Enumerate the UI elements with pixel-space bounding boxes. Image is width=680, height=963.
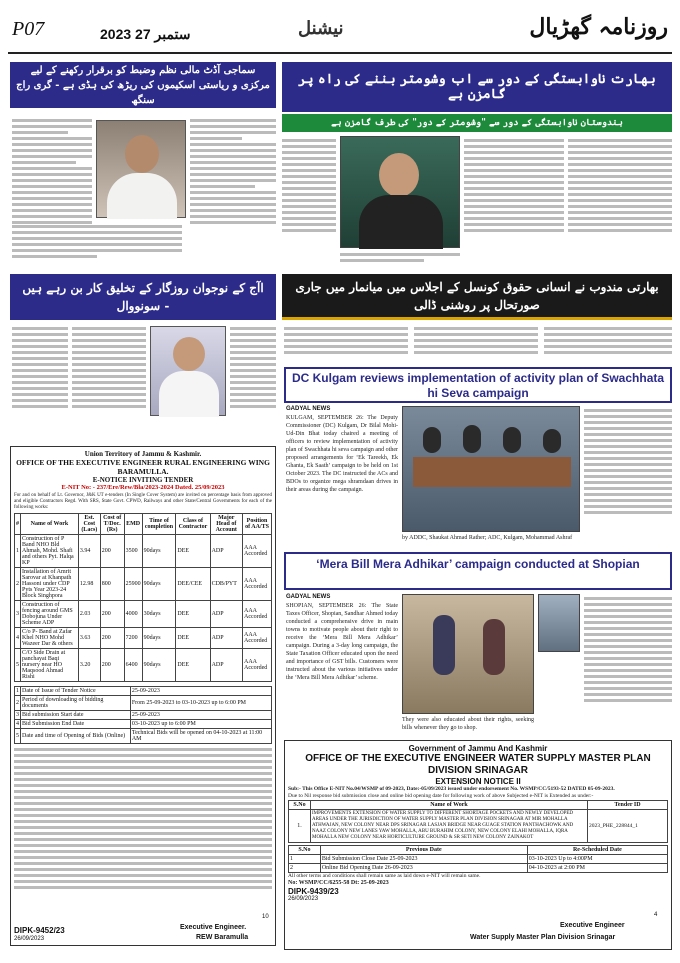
newspaper-title: روزنامہ گھڑیال bbox=[529, 14, 668, 40]
tender-left-notice: E-NOTICE INVITING TENDER bbox=[92, 476, 194, 484]
tender-right-no: No: WSMP/CC/6255-58 Dt: 25-09-2023 bbox=[288, 880, 389, 886]
tender-left-office: OFFICE OF THE EXECUTIVE ENGINEER RURAL ENGINEERING WING BARAMULLA. bbox=[16, 458, 270, 476]
schedule-row bbox=[289, 864, 668, 873]
work-description: IMPROVEMENTS EXTENSION OF WATER SUPPLY TO DIFFERENT SHORTAGE POCKETS AND NEWLY DEVELOPED AREAS UNDER THE JURISDICTION OF WATER SUPPLY MASTER PLAN DIVISION SRINAGAR AT MIR MOHALLA ATHWAJAN, NEW COLONY NEAR DPS SRINAGAR LASJAN BRIDGE NEAR GUAGE STATION PANTHACHOWK AND NAAZ COLONY NEW LANES YAW MOHALLA, ABU BURAHIM COLONY, NEW COLONY ELAHI MOHALLA, IQRA MOHALLA NEW COLONY NEAR HORTICULTURE GROUND & SR SETI NEW COLONY ZAINAKOT bbox=[311, 810, 588, 843]
story-kulgam-photo bbox=[402, 406, 580, 532]
story-myanmar-col3 bbox=[544, 324, 672, 364]
story-shopian-byline: GADYAL NEWS bbox=[286, 594, 331, 600]
table-row bbox=[15, 649, 272, 682]
table-cell: 200 bbox=[100, 535, 124, 568]
story-sonowal-col2 bbox=[72, 324, 146, 442]
table-cell: 1 bbox=[15, 535, 21, 568]
schedule-cell: Period of downloading of bidding documents bbox=[21, 696, 131, 711]
table-row bbox=[15, 628, 272, 649]
table-cell: Installation of Amrit Sarovar at Khanpath Hassoni under CDP Pyts Year 2023-24 Block Singhpora bbox=[21, 568, 79, 601]
tender-right-sched-header: Previous Date bbox=[320, 846, 527, 855]
table-cell: 3.20 bbox=[78, 649, 100, 682]
story-jaishankar-headline: بھارت ناوابستگی کے دور سے اب وشومتر بننے کی راہ پر گامزن ہے bbox=[282, 62, 672, 112]
tender-right-govt: Government of Jammu And Kashmir bbox=[408, 744, 548, 753]
story-giriraj-bottom bbox=[12, 222, 182, 270]
schedule-cell: Date of Issue of Tender Notice bbox=[21, 687, 131, 696]
tender-left-dipk: DIPK-9452/23 bbox=[14, 926, 65, 935]
tender-right-sub: Sub:- This Office E-NIT No.04/WSMP of 09-2023, Date:-05/09/2023 issued under endorsement No. WSMP/CC/5193-52 DATED 05-09-2023. bbox=[288, 786, 615, 792]
col-sno: S.No bbox=[289, 801, 311, 810]
table-cell: 4 bbox=[15, 628, 21, 649]
table-cell: 200 bbox=[100, 649, 124, 682]
story-giriraj-headline: سماجی آڈٹ مالی نظم وضبط کو برقرار رکھنے کے لیے مرکزی و ریاستی اسکیموں کی ریڑھ کی ہڈی ہے - گری راج سنگھ bbox=[10, 62, 276, 108]
table-cell: DEE bbox=[176, 601, 210, 628]
schedule-row bbox=[15, 696, 272, 711]
tender-right-sched-header: Re-Scheduled Date bbox=[527, 846, 667, 855]
table-cell: AAA Accorded bbox=[242, 535, 271, 568]
story-jaishankar-col2 bbox=[464, 136, 564, 268]
tender-left-col-header: Cost of T/Doc. (Rs) bbox=[100, 514, 124, 535]
schedule-cell: Online Bid Opening Date 26-09-2023 bbox=[320, 864, 527, 873]
schedule-cell: 5 bbox=[15, 729, 21, 744]
story-shopian-headline: ‘Mera Bill Mera Adhikar’ campaign conducted at Shopian bbox=[284, 552, 672, 590]
table-cell: ADP bbox=[210, 628, 242, 649]
schedule-row bbox=[289, 855, 668, 864]
table-cell: 2 bbox=[15, 568, 21, 601]
table-cell: 90days bbox=[142, 628, 176, 649]
tender-left-schedule bbox=[14, 686, 272, 744]
tender-right-due: Due to Nil response bid submission close and online bid opening date for following work of above Subjected e-NIT is Extended as under:- bbox=[288, 793, 594, 799]
tender-left-col-header: EMD bbox=[124, 514, 142, 535]
tender-right-page-note: 4 bbox=[654, 912, 658, 918]
tender-right-signature2: Water Supply Master Plan Division Srinagar bbox=[470, 934, 616, 941]
table-cell: 3.94 bbox=[78, 535, 100, 568]
story-shopian-photo2 bbox=[538, 594, 580, 652]
tender-right-work-table: S.No Name of Work Tender ID 1. IMPROVEMENTS EXTENSION OF WATER SUPPLY TO DIFFERENT SHORTAGE POCKETS AND NEWLY DEVELOPED AREAS UNDER THE JURISDICTION OF WATER SUPPLY MASTER PLAN DIVISION SRINAGAR AT MIR MOHALLA ATHWAJAN, NEW COLONY NEAR DPS SRINAGAR LASJAN BRIDGE NEAR GUAGE STATION PANTHACHOWK AND NAAZ COLONY NEW LANES YAW MOHALLA, ABU BURAHIM COLONY, NEW COLONY ELAHI MOHALLA, IQRA MOHALLA NEW COLONY NEAR HORTICULTURE GROUND & SR SETI NEW COLONY ZAINAKOT 2023_PHE_228844_1 bbox=[288, 800, 668, 843]
story-kulgam-headline: DC Kulgam reviews implementation of activity plan of Swachhata hi Seva campaign bbox=[284, 367, 672, 403]
story-myanmar-col1 bbox=[284, 324, 408, 364]
tender-left-signature2: REW Baramulla bbox=[196, 934, 249, 941]
tender-right-date: 26/09/2023 bbox=[288, 896, 319, 902]
tender-left-conditions bbox=[14, 748, 272, 889]
table-cell: AAA Accorded bbox=[242, 628, 271, 649]
schedule-cell: Bid submission Start date bbox=[21, 711, 131, 720]
table-cell: 7200 bbox=[124, 628, 142, 649]
tender-left-col-header: # bbox=[15, 514, 21, 535]
table-cell: 3 bbox=[15, 601, 21, 628]
schedule-cell: 1 bbox=[289, 855, 321, 864]
schedule-cell: Bid Submission Close Date 25-09-2023 bbox=[320, 855, 527, 864]
page-number: P07 bbox=[12, 18, 45, 40]
tender-id-value: 2023_PHE_228844_1 bbox=[588, 810, 668, 843]
table-cell: 6400 bbox=[124, 649, 142, 682]
tender-wsmp-srinagar bbox=[284, 740, 672, 950]
schedule-cell: 2 bbox=[15, 696, 21, 711]
tender-left-page-note: 10 bbox=[262, 914, 269, 920]
story-jaishankar-subhead: ہندوستان ناوابستگی کے دور سے "وشومتر کے دور" کی طرف گامزن ہے bbox=[282, 114, 672, 132]
table-cell: 3500 bbox=[124, 535, 142, 568]
story-jaishankar-col1 bbox=[282, 136, 336, 268]
schedule-cell: Date and time of Opening of Bids (Online) bbox=[21, 729, 131, 744]
story-kulgam-body: KULGAM, SEPTEMBER 26: The Deputy Commissioner (DC) Kulgam, Dr Bilal Mohi-Ud-Din Bhat today chaired a meeting of officers to review implementation of activity plan of Swachhata hi seva campaign and other proposed arrangements for ‘Ek Tareekh, Ek Ghanta, Ek Saath’ campaign to be held on 1st October 2023. The DC instructed the ACs and BDOs to organize mega shramdaan drives in their areas during the campaign. bbox=[286, 415, 398, 493]
schedule-cell: 03-10-2023 up to 6:00 PM bbox=[130, 720, 271, 729]
story-sonowal-headline: اآج کے نوجوان روزگار کے تخلیق کار بن رہے ہیں - سونووال bbox=[10, 274, 276, 320]
table-cell: 200 bbox=[100, 601, 124, 628]
table-row bbox=[15, 601, 272, 628]
issue-date: 2023 ستمبر 27 bbox=[100, 26, 191, 42]
story-jaishankar-col3 bbox=[568, 136, 672, 268]
table-cell: 12.98 bbox=[78, 568, 100, 601]
story-jaishankar-photo bbox=[340, 136, 460, 248]
story-shopian-caption: They were also educated about their rights, seeking bills whenever they go to shop. bbox=[402, 717, 534, 731]
table-cell: 90days bbox=[142, 649, 176, 682]
tender-left-date: 26/09/2023 bbox=[14, 936, 45, 942]
story-myanmar-col2 bbox=[414, 324, 538, 364]
table-cell: 4000 bbox=[124, 601, 142, 628]
tender-right-schedule bbox=[288, 845, 668, 873]
table-cell: AAA Accorded bbox=[242, 649, 271, 682]
table-cell: 30days bbox=[142, 601, 176, 628]
table-cell: 25900 bbox=[124, 568, 142, 601]
schedule-cell: From 25-09-2023 to 03-10-2023 up to 6:00 PM bbox=[130, 696, 271, 711]
tender-left-col-header: Est. Cost (Lacs) bbox=[78, 514, 100, 535]
tender-left-nit: E-NIT No: - 237/Ere/Rew/Bla/2023-2024 Dated. 25/09/2023 bbox=[61, 484, 225, 491]
table-cell: CDB/PYT bbox=[210, 568, 242, 601]
story-myanmar-headline: بھارتی مندوب نے انسانی حقوق کونسل کے اجلاس میں میانمار میں جاری صورتحال پر روشنی ڈالی bbox=[282, 274, 672, 320]
table-cell: C/o P- Band at Zafar Khel NHO Mohd Wazeer Dar & others bbox=[21, 628, 79, 649]
schedule-cell: Bid Submission End Date bbox=[21, 720, 131, 729]
table-cell: 2.03 bbox=[78, 601, 100, 628]
schedule-cell: 25-09-2023 bbox=[130, 711, 271, 720]
tender-right-rest: All other terms and conditions shall remain same as laid down e-NIT will remain same. bbox=[288, 873, 481, 879]
schedule-row bbox=[15, 720, 272, 729]
schedule-cell: 1 bbox=[16, 688, 19, 694]
table-cell: 90days bbox=[142, 535, 176, 568]
schedule-cell: Technical Bids will be opened on 04-10-2023 at 11:00 AM bbox=[130, 729, 271, 744]
tender-right-sched-header: S.No bbox=[289, 846, 321, 855]
schedule-row bbox=[15, 711, 272, 720]
table-row bbox=[15, 535, 272, 568]
tender-left-col-header: Class of Contractor bbox=[176, 514, 210, 535]
tender-left-table bbox=[14, 513, 272, 682]
table-cell: 800 bbox=[100, 568, 124, 601]
table-row bbox=[15, 568, 272, 601]
table-cell: ADP bbox=[210, 535, 242, 568]
table-cell: C/O Side Drain at panchayat Baqi nursery near HO Maqsood Ahmad Rishi bbox=[21, 649, 79, 682]
story-sonowal-col3 bbox=[230, 324, 276, 442]
tender-right-signature: Executive Engineer bbox=[560, 922, 625, 929]
tender-left-col-header: Time of completion bbox=[142, 514, 176, 535]
tender-right-notice: EXTENSION NOTICE II bbox=[435, 777, 521, 786]
story-shopian-col3 bbox=[584, 594, 672, 734]
tender-left-org: Union Territory of Jammu & Kashmir. bbox=[84, 450, 202, 458]
schedule-cell: 4 bbox=[16, 721, 19, 727]
story-kulgam-col3 bbox=[584, 406, 672, 546]
section-label: نیشنل bbox=[298, 18, 344, 39]
story-kulgam-caption: by ADDC, Shaukat Ahmad Rather; ADC, Kulgam, Mohammad Ashraf bbox=[402, 535, 573, 541]
schedule-cell: 3 bbox=[16, 712, 19, 718]
story-giriraj-col-right bbox=[190, 116, 276, 266]
table-cell: Construction of fencing around GMS Dobojuna Under Scheme ADP bbox=[21, 601, 79, 628]
schedule-cell: 03-10-2023 Up to 4:00PM bbox=[527, 855, 667, 864]
story-kulgam-byline: GADYAL NEWS bbox=[286, 406, 331, 412]
col-tender-id: Tender ID bbox=[588, 801, 668, 810]
table-cell: DEE bbox=[176, 535, 210, 568]
tender-left-col-header: Major Head of Account bbox=[210, 514, 242, 535]
story-sonowal-col1 bbox=[12, 324, 68, 442]
table-cell: AAA Accorded bbox=[242, 568, 271, 601]
table-cell: AAA Accorded bbox=[242, 601, 271, 628]
tender-right-office: OFFICE OF THE EXECUTIVE ENGINEER WATER SUPPLY MASTER PLAN DIVISION SRINAGAR bbox=[305, 753, 651, 776]
schedule-row bbox=[15, 687, 272, 696]
table-cell: ADP bbox=[210, 601, 242, 628]
table-cell: 200 bbox=[100, 628, 124, 649]
story-shopian-photo bbox=[402, 594, 534, 714]
table-cell: 3.63 bbox=[78, 628, 100, 649]
schedule-cell: 25-09-2023 bbox=[130, 687, 271, 696]
schedule-cell: 2 bbox=[289, 864, 321, 873]
table-cell: ADP bbox=[210, 649, 242, 682]
table-cell: 90days bbox=[142, 568, 176, 601]
table-cell: DEE/CEE bbox=[176, 568, 210, 601]
table-cell: 5 bbox=[15, 649, 21, 682]
tender-rew-baramulla bbox=[10, 446, 276, 946]
schedule-cell: 04-10-2023 at 2:00 PM bbox=[527, 864, 667, 873]
story-jaishankar-caption bbox=[340, 250, 460, 268]
table-cell: Construction of P Band NHO Bld Ahmah, Mohd. Shafi and others Pyt. Halqa KP bbox=[21, 535, 79, 568]
story-shopian-body: SHOPIAN, SEPTEMBER 26: The State Taxes Officer, Shopian, Sandhar Ahmed today conducted a comprehensive drive in main towns to motivate people about their right to receive the ‘Mera Bill Mera Adhikar’ campaign. During a 3-day long campaign, the State Taxation Officer educated upon the need and importance of GST bills. Customers were instructed about the various initiatives under the ‘Mera Bill Mera Adhikar’ scheme. bbox=[286, 603, 398, 681]
masthead-bar bbox=[8, 4, 672, 54]
tender-right-dipk: DIPK-9439/23 bbox=[288, 887, 339, 896]
tender-left-col-header: Position of AA/TS bbox=[242, 514, 271, 535]
story-giriraj-photo bbox=[96, 120, 186, 218]
tender-left-col-header: Name of Work bbox=[21, 514, 79, 535]
table-cell: DEE bbox=[176, 649, 210, 682]
tender-left-signature: Executive Engineer. bbox=[180, 924, 247, 931]
story-sonowal-photo bbox=[150, 326, 226, 416]
tender-left-intro: For and on behalf of Lt. Governor, J&K UT e-tenders (In Single Cover System) are invited on percentage basis from approved and eligible Contractors Regd. With SRS, State Govt. CPWD, Railways and other State/Central Governments for each of the following works: bbox=[14, 493, 272, 510]
table-cell: DEE bbox=[176, 628, 210, 649]
col-work: Name of Work bbox=[311, 801, 588, 810]
schedule-row bbox=[15, 729, 272, 744]
